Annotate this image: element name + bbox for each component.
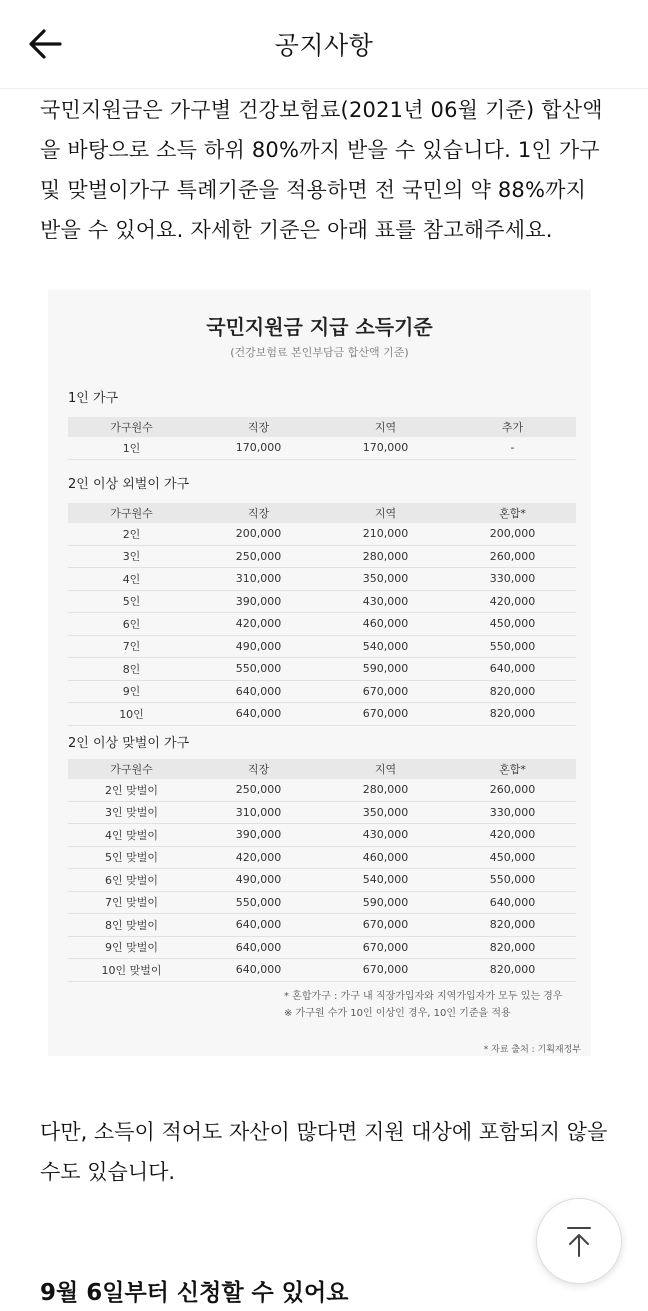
table-cell: 170,000 <box>235 441 282 455</box>
table-cell: 8인 맞벌이 <box>105 918 158 932</box>
table-row <box>68 636 576 659</box>
table-cell: 550,000 <box>235 895 282 909</box>
table-header-cell: 지역 <box>374 507 397 520</box>
table-cell: 3인 <box>122 550 141 564</box>
table-row <box>68 847 576 870</box>
table-cell: 490,000 <box>235 639 282 653</box>
table-cell: 820,000 <box>489 684 536 698</box>
table-row <box>68 568 576 591</box>
table-cell: 820,000 <box>489 963 536 977</box>
table-cell: 310,000 <box>235 805 282 819</box>
table-cell: 450,000 <box>489 617 536 631</box>
table-cell: 3인 맞벌이 <box>105 806 158 820</box>
income-table <box>68 759 576 982</box>
app-header <box>0 0 648 89</box>
table-row <box>68 892 576 915</box>
figure-note: * 혼합가구 : 가구 내 직장가입자와 지역가입자가 모두 있는 경우 <box>284 991 563 1002</box>
table-cell: 550,000 <box>235 662 282 676</box>
table-cell: 260,000 <box>489 783 536 797</box>
table-cell: 540,000 <box>362 873 409 887</box>
table-cell: 5인 <box>122 595 141 609</box>
body-paragraph: 다만, 소득이 적어도 자산이 많다면 지원 대상에 포함되지 않을 수도 있습니다. <box>40 1120 608 1184</box>
table-cell: 330,000 <box>489 805 536 819</box>
table-cell: 460,000 <box>362 850 409 864</box>
table-cell: 550,000 <box>489 873 536 887</box>
table-cell: 200,000 <box>489 527 536 541</box>
table-cell: 280,000 <box>362 783 409 797</box>
table-cell: 640,000 <box>235 940 282 954</box>
table-cell: 5인 맞벌이 <box>105 851 158 865</box>
page-title: 공지사항 <box>274 31 374 60</box>
table-cell: 640,000 <box>489 895 536 909</box>
table-cell: 350,000 <box>362 572 409 586</box>
table-cell: - <box>510 441 515 455</box>
table-header-cell: 직장 <box>247 507 270 520</box>
table-cell: 9인 맞벌이 <box>105 941 158 955</box>
table-row <box>68 779 576 802</box>
table-cell: 670,000 <box>362 918 409 932</box>
table-cell: 550,000 <box>489 639 536 653</box>
table-header-cell: 가구원수 <box>110 421 153 434</box>
table-header-cell: 가구원수 <box>110 507 153 520</box>
table-cell: 6인 맞벌이 <box>105 873 158 887</box>
table-cell: 460,000 <box>362 617 409 631</box>
table-row <box>68 658 576 681</box>
table-cell: 640,000 <box>235 707 282 721</box>
table-cell: 640,000 <box>235 918 282 932</box>
table-section-title: 1인 가구 <box>68 391 119 406</box>
table-cell: 490,000 <box>235 873 282 887</box>
table-cell: 200,000 <box>235 527 282 541</box>
income-table <box>68 503 576 726</box>
table-row <box>68 703 576 726</box>
table-cell: 170,000 <box>362 441 409 455</box>
figure-title: 국민지원금 지급 소득기준 <box>206 315 433 339</box>
table-row <box>68 824 576 847</box>
table-cell: 420,000 <box>235 617 282 631</box>
table-row <box>68 437 576 460</box>
table-cell: 2인 <box>122 527 141 541</box>
table-header-cell: 지역 <box>374 763 397 776</box>
table-row <box>68 937 576 960</box>
table-row <box>68 802 576 825</box>
table-cell: 670,000 <box>362 963 409 977</box>
intro-paragraph: 국민지원금은 가구별 건강보험료(2021년 06월 기준) 합산액을 바탕으로 소득 하위 80%까지 받을 수 있습니다. 1인 가구 및 맞벌이가구 특례기준을 적용하면 전 국민의 약 88%까지 받을 수 있어요. 자세한 기준은 아래 표를 참고해주세요. <box>40 98 603 242</box>
table-row <box>68 869 576 892</box>
table-header-cell: 직장 <box>247 421 270 434</box>
table-header-cell: 지역 <box>374 421 397 434</box>
table-cell: 280,000 <box>362 549 409 563</box>
table-cell: 7인 <box>122 640 141 654</box>
section-heading: 9월 6일부터 신청할 수 있어요 <box>40 1280 349 1306</box>
table-section-title: 2인 이상 외벌이 가구 <box>68 477 190 492</box>
table-cell: 250,000 <box>235 783 282 797</box>
table-header-cell: 가구원수 <box>110 763 153 776</box>
table-cell: 260,000 <box>489 549 536 563</box>
table-cell: 820,000 <box>489 707 536 721</box>
table-cell: 6인 <box>122 617 141 631</box>
table-cell: 590,000 <box>362 662 409 676</box>
table-cell: 1인 <box>122 441 141 455</box>
table-cell: 10인 <box>119 707 144 721</box>
arrow-up-to-top-icon <box>561 1223 597 1259</box>
table-row <box>68 681 576 704</box>
table-cell: 670,000 <box>362 684 409 698</box>
table-cell: 330,000 <box>489 572 536 586</box>
table-header-cell: 직장 <box>247 763 270 776</box>
scroll-to-top-button[interactable] <box>536 1198 622 1284</box>
table-cell: 450,000 <box>489 850 536 864</box>
table-row <box>68 591 576 614</box>
table-cell: 4인 <box>122 572 141 586</box>
table-header-row <box>68 503 576 523</box>
table-cell: 310,000 <box>235 572 282 586</box>
table-header-cell: 혼합* <box>499 507 526 520</box>
table-cell: 250,000 <box>235 549 282 563</box>
table-cell: 430,000 <box>362 594 409 608</box>
table-cell: 640,000 <box>489 662 536 676</box>
table-section-title: 2인 이상 맞벌이 가구 <box>68 736 190 751</box>
table-header-cell: 혼합* <box>499 763 526 776</box>
table-header-row <box>68 417 576 437</box>
table-row <box>68 959 576 982</box>
table-cell: 420,000 <box>235 850 282 864</box>
table-cell: 640,000 <box>235 963 282 977</box>
table-cell: 390,000 <box>235 594 282 608</box>
table-cell: 390,000 <box>235 828 282 842</box>
figure-source: * 자료 출처 : 기획재정부 <box>483 1045 581 1055</box>
income-table <box>68 417 576 460</box>
table-cell: 7인 맞벌이 <box>105 896 158 910</box>
table-cell: 4인 맞벌이 <box>105 828 158 842</box>
table-cell: 590,000 <box>362 895 409 909</box>
table-cell: 640,000 <box>235 684 282 698</box>
table-cell: 350,000 <box>362 805 409 819</box>
table-row <box>68 914 576 937</box>
table-cell: 9인 <box>122 685 141 699</box>
table-cell: 820,000 <box>489 940 536 954</box>
table-header-cell: 추가 <box>501 421 524 434</box>
figure-note: ※ 가구원 수가 10인 이상인 경우, 10인 기준을 적용 <box>284 1008 511 1019</box>
table-cell: 10인 맞벌이 <box>101 963 162 977</box>
table-cell: 8인 <box>122 662 141 676</box>
table-cell: 210,000 <box>362 527 409 541</box>
figure-subtitle: (건강보험료 본인부담금 합산액 기준) <box>230 346 409 359</box>
table-cell: 420,000 <box>489 828 536 842</box>
table-cell: 670,000 <box>362 940 409 954</box>
table-header-row <box>68 759 576 779</box>
table-cell: 430,000 <box>362 828 409 842</box>
table-row <box>68 546 576 569</box>
table-row <box>68 523 576 546</box>
table-cell: 820,000 <box>489 918 536 932</box>
table-cell: 420,000 <box>489 594 536 608</box>
income-criteria-table-image <box>48 290 591 1056</box>
table-cell: 2인 맞벌이 <box>105 783 158 797</box>
table-cell: 670,000 <box>362 707 409 721</box>
table-row <box>68 613 576 636</box>
table-cell: 540,000 <box>362 639 409 653</box>
